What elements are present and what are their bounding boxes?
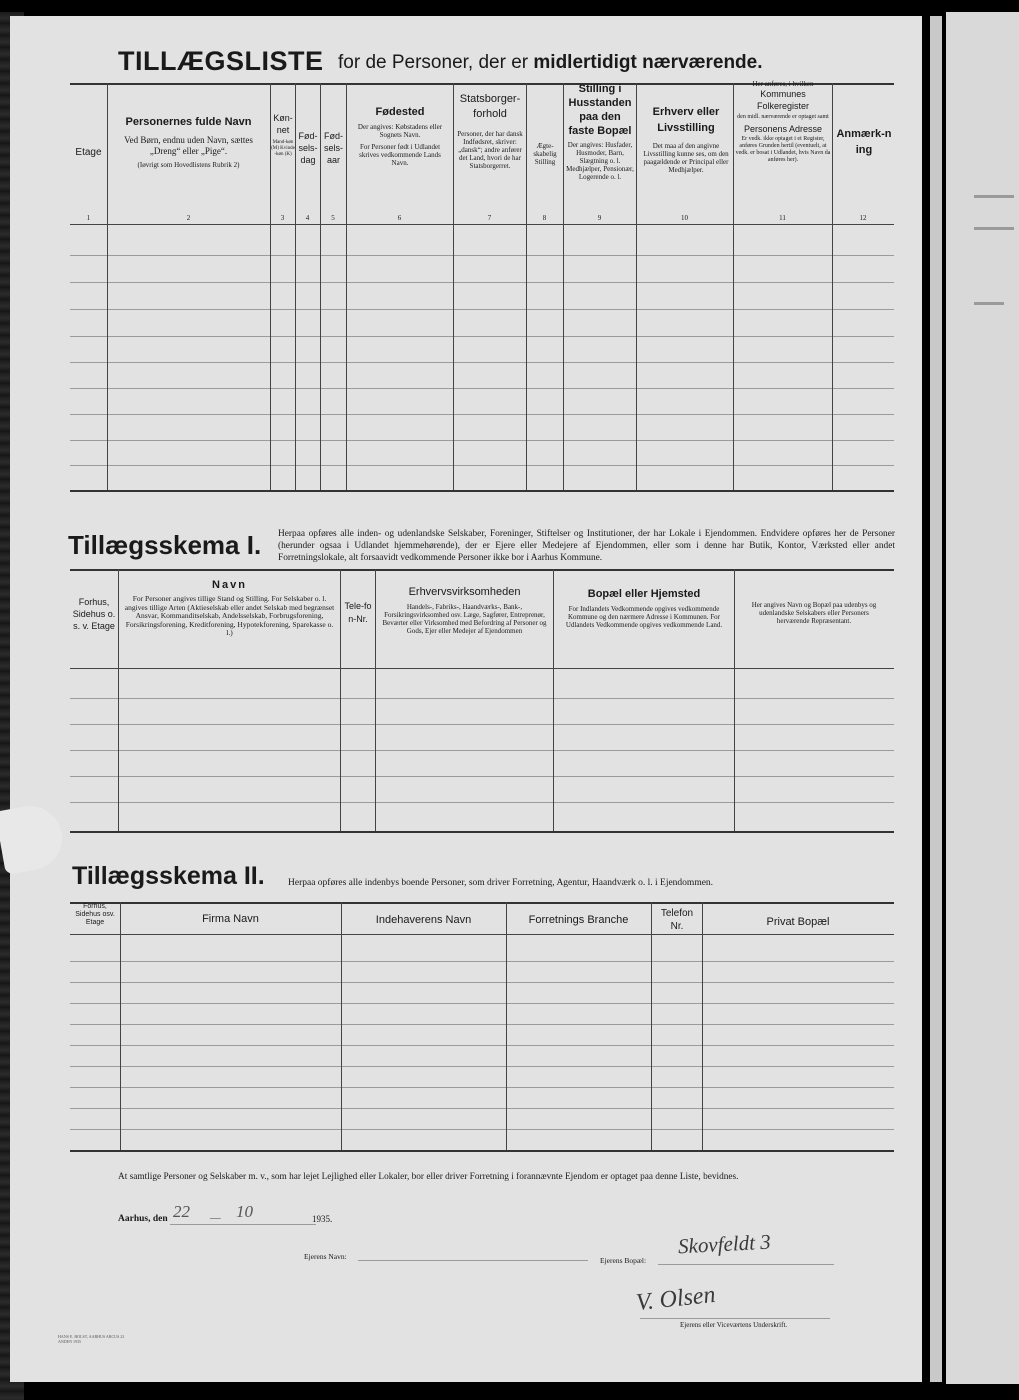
col-number: 11 [779, 214, 786, 222]
skema1-col-forhus: Forhus, Sidehus o. s. v. Etage [72, 597, 116, 631]
facing-page-mark [974, 227, 1014, 230]
skema2-title: Tillægsskema II. [72, 862, 265, 890]
table-col-line [453, 83, 454, 490]
date-dash: — [210, 1210, 221, 1224]
skema2-row-line [70, 1087, 894, 1088]
col-header-erhverv [640, 104, 732, 174]
skema1-header-bottom [70, 668, 894, 669]
col-number: 4 [305, 214, 310, 222]
col-header-anm: Anmærk-ning [836, 128, 892, 156]
col-header-kon-note: Mand-køn (M) Kvinde-køn (K) [271, 140, 295, 157]
owner-address-line [658, 1264, 834, 1265]
col-header-navn-title: Personernes fulde Navn [125, 116, 252, 128]
skema2-intro: Herpaa opføres alle indenbys boende Personer, som driver Forretning, Agentur, Haandværk o. l. i Ejendommen. [288, 878, 714, 888]
skema1-col-navn-note: For Personer angives tillige Stand og Stilling. For Selskaber o. l. angives tillige Arten (Aktieselskab eller andet Selskab med begrænset Ansvar, Kommanditselskab, Andelsselskab, Forbrugsforening, Forsikringsforening, Kreditforening, Hypotekforening, Sparekasse o. l.) [124, 594, 335, 637]
col-header-fodested-note: For Personer født i Udlandet skrives vedkommende Lands Navn. [359, 143, 441, 167]
col-number: 3 [280, 214, 285, 222]
col-number: 9 [597, 214, 602, 222]
col-number: 12 [859, 214, 867, 222]
table-col-line [733, 83, 734, 490]
skema1-col-line [734, 569, 735, 831]
col-header-etage: Etage [75, 147, 102, 158]
skema2-col-indehaver: Indehaverens Navn [375, 914, 472, 926]
skema2-row-line [70, 1024, 894, 1025]
skema1-title: Tillægsskema I. [68, 530, 262, 560]
skema1-col-bopael [557, 588, 731, 629]
title-text-3: nærværende. [642, 52, 763, 73]
skema2-row-line [70, 1129, 894, 1130]
skema2-bottom-line [70, 1150, 894, 1152]
table-col-line [563, 83, 564, 490]
skema2-row-line [70, 1045, 894, 1046]
skema2-col-line [702, 902, 703, 1150]
skema2-top-line [70, 902, 894, 904]
table-col-line [320, 83, 321, 490]
col-header-stilling-title: Stilling i Husstanden paa den faste Bopæl [568, 83, 632, 137]
date-month: 10 [236, 1202, 253, 1221]
col-header-erhverv-note: Det maa af den angivne Livsstilling kunne ses, om den paagældende er Principal eller Medhjælper. [643, 142, 729, 174]
col-number: 8 [542, 214, 547, 222]
col-header-aegte: Ægte-skabelig Stilling [533, 142, 557, 166]
col-number: 6 [397, 214, 402, 222]
skema1-col-line [375, 569, 376, 831]
table-header-bottom [70, 224, 894, 225]
skema2-col-firma: Firma Navn [202, 913, 259, 925]
skema1-col-erhverv-title: Erhvervsvirksomheden [408, 586, 521, 598]
skema1-row-line [70, 802, 894, 803]
signature: V. Olsen [634, 1281, 717, 1317]
skema2-col-line [120, 902, 121, 1150]
col-header-fodested-title: Fødested [375, 106, 425, 118]
col-header-kommune-note3: Er vedk. ikke optaget i et Register, anføres Grunden hertil (eventuelt, at vedk. er bosat i Udlandet, hvis Navn da anføres her). [735, 136, 831, 163]
col-header-navn-sub: Ved Børn, endnu uden Navn, sættes „Dreng“ eller „Pige“. [124, 135, 253, 156]
col-number: 2 [186, 214, 191, 222]
col-number: 5 [331, 214, 335, 222]
skema2-row-line [70, 1066, 894, 1067]
table-row-line [70, 282, 894, 283]
col-header-kommune-note2: den midl. nærværende er optaget samt [737, 114, 829, 120]
skema2-col-privat: Privat Bopæl [766, 916, 830, 928]
col-header-kon-title: Køn-net [273, 113, 293, 135]
table-row-line [70, 336, 894, 337]
skema1-row-line [70, 698, 894, 699]
skema1-col-erhverv [379, 586, 550, 635]
col-header-kommune-title: Kommunes Folkeregister [756, 89, 810, 111]
skema2-col-line [506, 902, 507, 1150]
table-row-line [70, 362, 894, 363]
col-header-stats [456, 92, 524, 170]
table-col-line [526, 83, 527, 490]
owner-address-value: Skovfeldt 3 [677, 1229, 772, 1259]
col-header-kon [271, 112, 295, 158]
col-header-stats-title: Statsborger-forhold [459, 93, 521, 120]
col-header-kommune-title2: Personens Adresse [743, 124, 823, 134]
col-header-kommune-note1: Her anføres, i hvilken [752, 80, 814, 88]
place-label: Aarhus, den [118, 1214, 168, 1224]
skema1-row-line [70, 750, 894, 751]
col-header-fodested-sub: Der angives: Købstadens eller Sognets Navn. [357, 123, 443, 139]
table-row-line [70, 440, 894, 441]
skema1-col-navn [122, 579, 337, 638]
title-text-1: for de Personer, der er [338, 52, 529, 73]
table-row-line [70, 414, 894, 415]
skema1-top-line [70, 569, 894, 571]
col-number: 7 [487, 214, 492, 222]
skema2-row-line [70, 1108, 894, 1109]
skema1-col-bopael-title: Bopæl eller Hjemsted [587, 588, 701, 600]
signature-label: Ejerens eller Viceværtens Underskrift. [680, 1321, 788, 1329]
skema2-col-line [651, 902, 652, 1150]
col-header-fodested [350, 106, 450, 167]
owner-name-label: Ejerens Navn: [304, 1252, 347, 1261]
col-header-erhverv-title: Erhverv eller Livsstilling [652, 106, 720, 134]
facing-page [946, 12, 1019, 1384]
table-row-line [70, 255, 894, 256]
table-row-line [70, 388, 894, 389]
year: 1935. [312, 1214, 333, 1224]
col-header-navn-note: (Iøvrigt som Hovedlistens Rubrik 2) [137, 161, 240, 169]
skema2-row-line [70, 961, 894, 962]
table-col-line [346, 83, 347, 490]
table-col-line [107, 83, 108, 490]
skema1-col-telefon: Tele-fon-Nr. [344, 601, 372, 624]
skema2-col-branche: Forretnings Branche [528, 914, 629, 926]
skema2-col-telefon: Telefon Nr. [660, 908, 694, 932]
col-header-stilling [565, 82, 635, 181]
certification-text: At samtlige Personer og Selskaber m. v., som har lejet Lejlighed eller Lokaler, bor eller driver Forretning i forannævnte Ejendom er optaget paa denne Liste, bevidnes. [118, 1172, 739, 1182]
skema2-row-line [70, 1003, 894, 1004]
skema1-row-line [70, 724, 894, 725]
form-page [10, 16, 922, 1382]
col-number: 1 [86, 214, 91, 222]
skema2-col-line [341, 902, 342, 1150]
skema1-col-line [118, 569, 119, 831]
skema1-col-erhverv-note: Handels-, Fabriks-, Haandværks-, Bank-, Forsikringsvirksomhed osv. Læge, Sagfører, Entreprenør, Beværter eller Virksomhed med Befordring af Personer og Gods, Ejer eller Medejer af Ejendommen [382, 603, 547, 635]
table-row-line [70, 465, 894, 466]
col-header-fodselsdag: Fød-sels-dag [298, 131, 318, 165]
skema1-row-line [70, 776, 894, 777]
table-col-line [636, 83, 637, 490]
page-edge [930, 16, 942, 1382]
table-bottom-line [70, 490, 894, 492]
skema1-bottom-line [70, 831, 894, 833]
col-header-stats-note: Personer, der har dansk Indfødsret, skriver: „dansk“; andre anfører det Land, hvori de har Statsborgerret. [457, 130, 523, 170]
col-number: 10 [681, 214, 688, 222]
table-row-line [70, 309, 894, 310]
skema2-header-bottom [70, 934, 894, 935]
signature-line [640, 1318, 830, 1319]
skema1-intro: Herpaa opføres alle inden- og udenlandske Selskaber, Foreninger, Stiftelser og Institutioner, der har Lokale i Ejendommen. Endvidere opføres her de Personer (herunder ogsaa i Udlandet hjemmehørende), der er Ejere eller Medejere af Ejendommen, eller som i denne har Butik, Kontor, Værksted eller andet Forretningslokale, alt forsaavidt vedkommende Personer ikke bor i Aarhus Kommune. [278, 529, 895, 563]
date-day: 22 [173, 1202, 190, 1221]
form-title: TILLÆGSLISTE [118, 46, 324, 76]
printer-imprint: HANS E. HOLST, AARHUS ARCUS 23 ANDEN 1935 [58, 1334, 125, 1344]
skema1-col-navn-title: Navn [212, 579, 247, 591]
skema1-col-line [340, 569, 341, 831]
skema1-col-repr: Her angives Navn og Bopæl paa udenbys og udenlandske Selskabers eller Personers herværende Repræsentant. [751, 601, 877, 625]
skema2-col-forhus: Forhus, Sidehus osv. Etage [75, 903, 115, 926]
col-header-kommune [735, 80, 831, 164]
owner-address-label: Ejerens Bopæl: [600, 1256, 647, 1265]
col-header-navn [110, 116, 267, 169]
skema2-row-line [70, 982, 894, 983]
owner-name-line [358, 1260, 588, 1261]
facing-page-mark [974, 302, 1004, 305]
col-header-stilling-note: Der angives: Husfader, Husmoder, Barn, Slægtning o. l. Medhjælper, Pensionær, Logerende o. l. [566, 141, 634, 181]
skema1-col-bopael-note: For Indlandets Vedkommende opgives vedkommende Kommune og den nærmere Adresse i Kommunen. For Udlandets Vedkommende opgives vedkommende Land. [565, 605, 723, 629]
table-col-line [832, 83, 833, 490]
table-col-line [295, 83, 296, 490]
col-header-fodselsaar: Fød-sels-aar [323, 131, 343, 165]
form-title-rest [338, 52, 763, 74]
facing-page-mark [974, 195, 1014, 198]
skema1-col-line [553, 569, 554, 831]
title-text-2: midlertidigt [533, 52, 637, 73]
date-line [170, 1224, 316, 1225]
